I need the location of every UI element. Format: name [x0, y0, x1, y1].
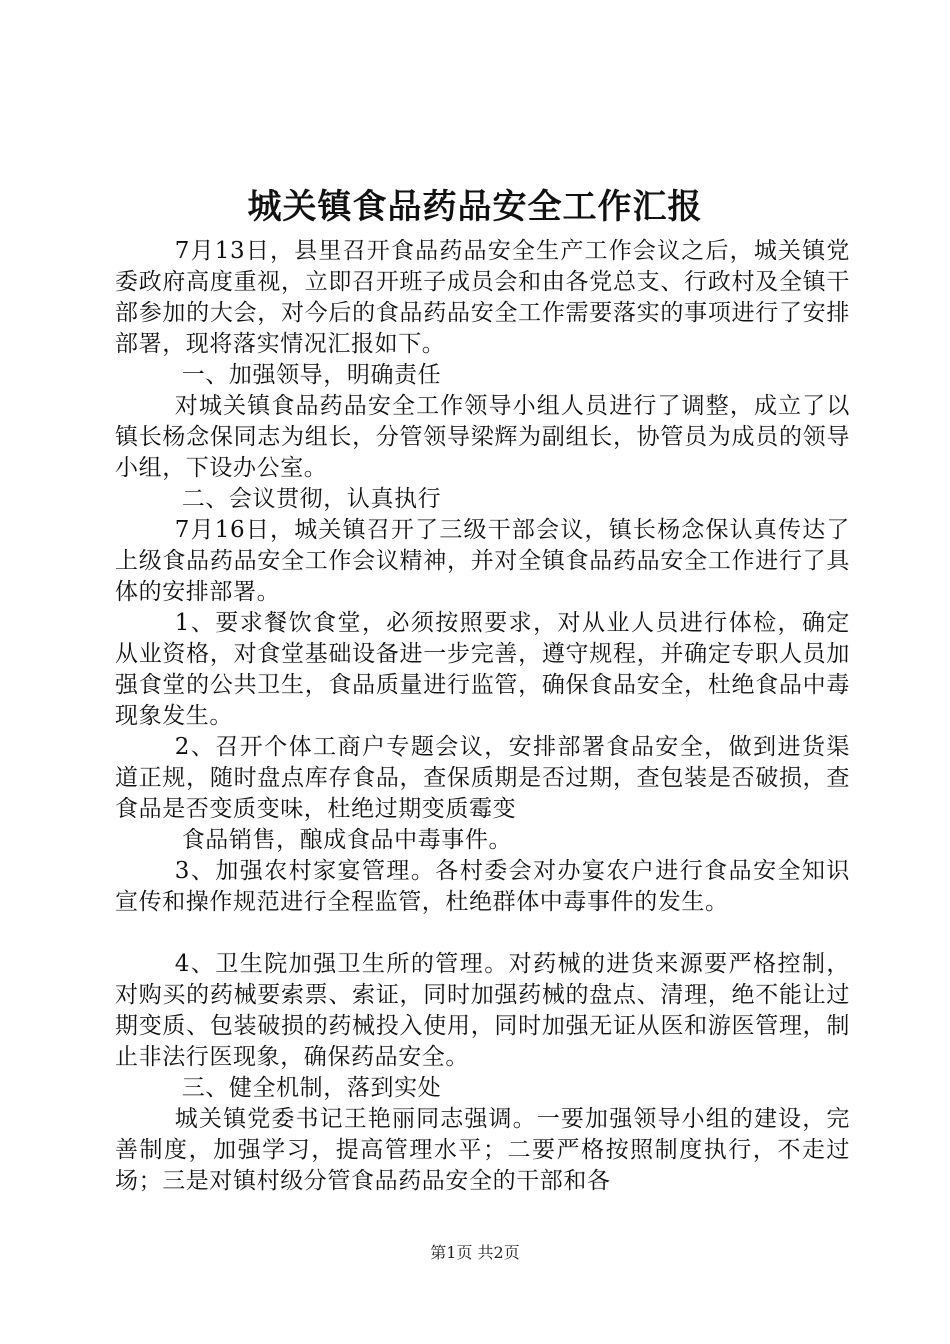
paragraph-intro: 7月13日，县里召开食品药品安全生产工作会议之后，城关镇党委政府高度重视，立即召开班子成员会和由各党总支、行政村及全镇干部参加的大会，对今后的食品药品安全工作需要落实的事项进行了安排部署，现将落实情况汇报如下。: [115, 238, 850, 357]
list-item-1: 1、要求餐饮食堂，必须按照要求，对从业人员进行体检，确定从业资格，对食堂基础设备进一步完善，遵守规程，并确定专职人员加强食堂的公共卫生，食品质量进行监管，确保食品安全，杜绝食品中毒现象发生。: [115, 610, 850, 729]
list-item-3: 3、加强农村家宴管理。各村委会对办宴农户进行食品安全知识宣传和操作规范进行全程监管，杜绝群体中毒事件的发生。: [115, 858, 850, 915]
list-item-2-continuation: 食品销售，酿成食品中毒事件。: [181, 827, 513, 853]
list-item-4: 4、卫生院加强卫生所的管理。对药械的进货来源要严格控制，对购买的药械要索票、索证，同时加强药械的盘点、清理，绝不能让过期变质、包装破损的药械投入使用，同时加强无证从医和游医管理，制止非法行医现象，确保药品安全。: [115, 951, 850, 1070]
paragraph-mechanism: 城关镇党委书记王艳丽同志强调。一要加强领导小组的建设，完善制度，加强学习，提高管理水平；二要严格按照制度执行，不走过场；三是对镇村级分管食品药品安全的干部和各: [115, 1106, 850, 1194]
paragraph-meeting: 7月16日，城关镇召开了三级干部会议，镇长杨念保认真传达了上级食品药品安全工作会议精神，并对全镇食品药品安全工作进行了具体的安排部署。: [115, 517, 850, 605]
document-title: 城关镇食品药品安全工作汇报: [247, 187, 703, 227]
page-number-footer: 第1页 共2页: [430, 1243, 520, 1262]
section-heading-3: 三、健全机制，落到实处: [181, 1075, 442, 1101]
section-heading-2: 二、会议贯彻，认真执行: [181, 486, 442, 512]
list-item-2: 2、召开个体工商户专题会议，安排部署食品安全，做到进货渠道正规，随时盘点库存食品，查保质期是否过期，查包装是否破损，查食品是否变质变味，杜绝过期变质霉变: [115, 734, 850, 822]
document-body: [115, 236, 850, 1197]
section-heading-1: 一、加强领导，明确责任: [181, 362, 442, 388]
paragraph-leadership: 对城关镇食品药品安全工作领导小组人员进行了调整，成立了以镇长杨念保同志为组长，分管领导梁辉为副组长，协管员为成员的领导小组，下设办公室。: [115, 393, 850, 481]
